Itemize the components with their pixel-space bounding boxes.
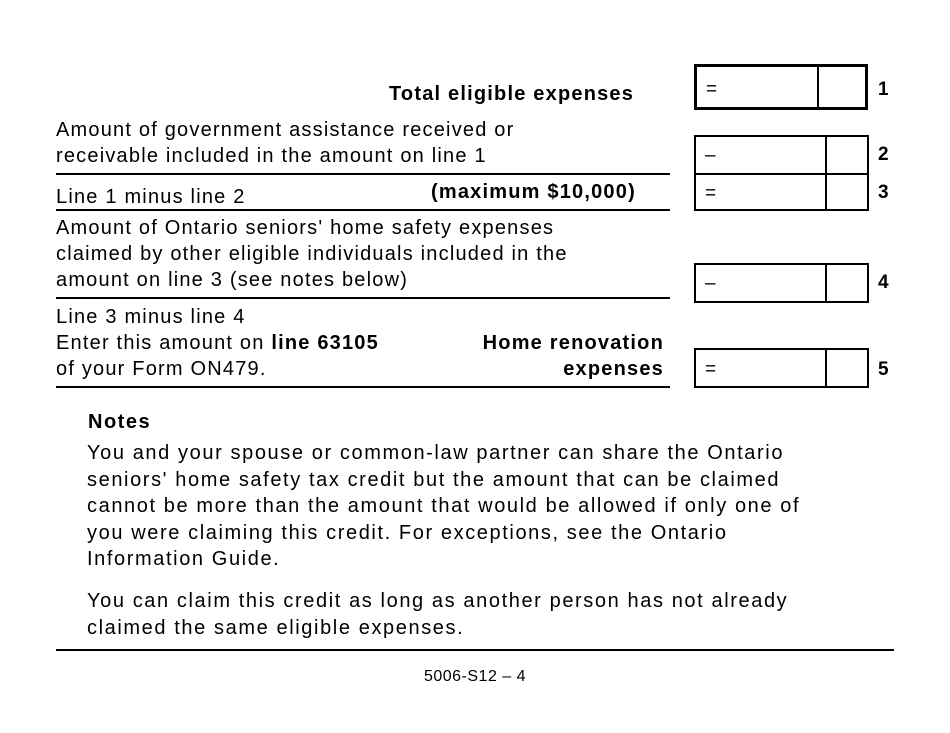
line2-amount-field[interactable]: [694, 135, 869, 175]
line2-label-1: Amount of government assistance received or: [56, 119, 515, 141]
line3-cents-divider: [825, 173, 827, 211]
line4-rule: [56, 297, 670, 299]
line3-rule: [56, 209, 670, 211]
line5-result-label-2: expenses: [563, 358, 664, 380]
line4-label-3: amount on line 3 (see notes below): [56, 269, 409, 291]
form-number: 5006-S12 – 4: [423, 668, 527, 685]
notes-p2-line: claimed the same eligible expenses.: [87, 616, 465, 639]
line2-label-2: receivable included in the amount on line 1: [56, 145, 487, 167]
line1-operator: =: [706, 79, 718, 100]
line4-amount-field[interactable]: [694, 263, 869, 303]
line4-label-1: Amount of Ontario seniors' home safety expenses: [56, 217, 555, 239]
line4-number: 4: [878, 272, 889, 293]
line5-operator: =: [705, 359, 717, 380]
line5-enter-prefix: Enter this amount on: [56, 332, 272, 354]
line5-number: 5: [878, 359, 889, 380]
line2-cents-divider: [825, 135, 827, 175]
line5-label-1: Line 3 minus line 4: [56, 306, 246, 328]
line4-operator: –: [705, 273, 716, 294]
line5-label-3: of your Form ON479.: [56, 358, 267, 380]
line3-operator: =: [705, 183, 717, 204]
line1-number: 1: [878, 79, 889, 100]
line5-label-2: [56, 330, 379, 356]
line2-rule: [56, 173, 670, 175]
line1-label: Total eligible expenses: [389, 83, 635, 105]
footer-rule: [56, 649, 894, 651]
line1-cents-divider: [817, 65, 819, 109]
line3-amount-field[interactable]: [694, 173, 869, 211]
notes-p2-line: You can claim this credit as long as another person has not already: [87, 590, 789, 612]
line4-cents-divider: [825, 263, 827, 303]
line5-result-label-1: Home renovation: [482, 332, 664, 354]
notes-p1-line: you were claiming this credit. For exceptions, see the Ontario: [87, 521, 728, 544]
line1-amount-field[interactable]: [694, 64, 868, 110]
line2-operator: –: [705, 145, 716, 166]
notes-p1-line: Information Guide.: [87, 548, 281, 570]
line2-number: 2: [878, 144, 889, 165]
notes-p1-line: seniors' home safety tax credit but the amount that can be claimed: [87, 468, 781, 491]
line3-number: 3: [878, 182, 889, 203]
notes-heading: Notes: [88, 411, 152, 433]
line5-cents-divider: [825, 348, 827, 388]
notes-paragraph-2: [87, 588, 788, 641]
line4-label-2: claimed by other eligible individuals included in the: [56, 243, 568, 265]
line5-amount-field[interactable]: [694, 348, 869, 388]
line5-line-reference: line 63105: [271, 332, 379, 354]
line3-maximum: (maximum $10,000): [431, 181, 636, 203]
line3-label: Line 1 minus line 2: [56, 186, 246, 208]
line5-rule: [56, 386, 670, 388]
notes-paragraph-1: [87, 440, 800, 573]
notes-p1-line: cannot be more than the amount that would be allowed if only one of: [87, 495, 801, 517]
notes-p1-line: You and your spouse or common-law partner can share the Ontario: [87, 442, 785, 464]
